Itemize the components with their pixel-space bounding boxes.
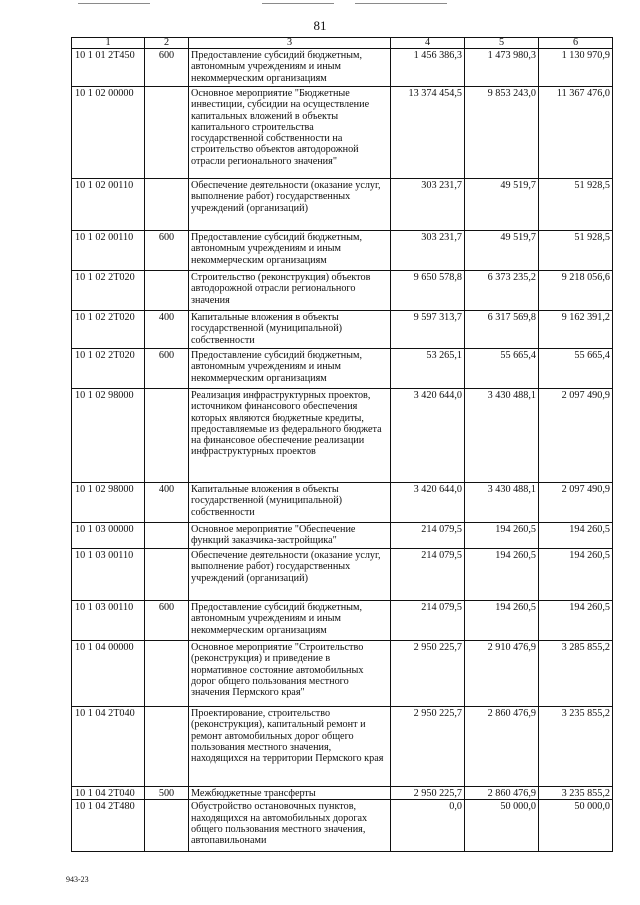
amount-col6-cell: 2 097 490,9 [539, 389, 613, 483]
amount-col4-cell: 2 950 225,7 [391, 787, 465, 800]
expense-type-cell: 600 [145, 349, 189, 389]
amount-col4-cell: 3 420 644,0 [391, 389, 465, 483]
column-header: 6 [539, 38, 613, 49]
item-name-cell: Основное мероприятие "Обеспечение функций заказчика-застройщика" [189, 523, 391, 549]
amount-col5-cell: 2 860 476,9 [465, 707, 539, 787]
amount-col4-cell: 303 231,7 [391, 179, 465, 231]
table-row [72, 49, 613, 87]
expense-type-cell [145, 179, 189, 231]
column-header: 5 [465, 38, 539, 49]
budget-code-cell: 10 1 03 00110 [72, 549, 145, 601]
table-row [72, 483, 613, 523]
budget-code-cell: 10 1 04 2Т040 [72, 787, 145, 800]
amount-col4-cell: 214 079,5 [391, 549, 465, 601]
budget-code-cell: 10 1 04 00000 [72, 641, 145, 707]
expense-type-cell: 500 [145, 787, 189, 800]
amount-col5-cell: 194 260,5 [465, 549, 539, 601]
amount-col5-cell: 194 260,5 [465, 601, 539, 641]
amount-col5-cell: 194 260,5 [465, 523, 539, 549]
table-row [72, 179, 613, 231]
item-name-cell: Капитальные вложения в объекты государственной (муниципальной) собственности [189, 311, 391, 349]
amount-col5-cell: 2 860 476,9 [465, 787, 539, 800]
amount-col4-cell: 1 456 386,3 [391, 49, 465, 87]
amount-col5-cell: 3 430 488,1 [465, 483, 539, 523]
budget-table [71, 37, 613, 852]
expense-type-cell [145, 389, 189, 483]
item-name-cell: Предоставление субсидий бюджетным, автономным учреждениям и иным некоммерческим организациям [189, 601, 391, 641]
amount-col4-cell: 2 950 225,7 [391, 707, 465, 787]
item-name-cell: Проектирование, строительство (реконструкция), капитальный ремонт и ремонт автомобильных дорог общего пользования местного значения, находящихся на территории Пермского края [189, 707, 391, 787]
amount-col4-cell: 214 079,5 [391, 523, 465, 549]
budget-code-cell: 10 1 03 00000 [72, 523, 145, 549]
item-name-cell: Предоставление субсидий бюджетным, автономным учреждениям и иным некоммерческим организациям [189, 49, 391, 87]
item-name-cell: Основное мероприятие "Бюджетные инвестиции, субсидии на осуществление капитальных вложений в объекты капитального строительства государственной собственности на строительство объектов автодорожной отрасли регионального значения" [189, 87, 391, 179]
amount-col6-cell: 3 235 855,2 [539, 787, 613, 800]
expense-type-cell [145, 641, 189, 707]
table-row [72, 231, 613, 271]
table-row [72, 389, 613, 483]
amount-col6-cell: 194 260,5 [539, 549, 613, 601]
amount-col5-cell: 1 473 980,3 [465, 49, 539, 87]
document-code: 943-23 [66, 875, 89, 884]
table-row [72, 523, 613, 549]
item-name-cell: Обеспечение деятельности (оказание услуг, выполнение работ) государственных учреждений (организаций) [189, 549, 391, 601]
amount-col4-cell: 303 231,7 [391, 231, 465, 271]
item-name-cell: Реализация инфраструктурных проектов, источником финансового обеспечения которых являются бюджетные кредиты, предоставляемые из федерального бюджета на финансовое обеспечение реализации инфраструктурных проектов [189, 389, 391, 483]
budget-code-cell: 10 1 02 2Т020 [72, 349, 145, 389]
table-row [72, 549, 613, 601]
expense-type-cell: 600 [145, 231, 189, 271]
table-row [72, 800, 613, 852]
amount-col5-cell: 9 853 243,0 [465, 87, 539, 179]
expense-type-cell: 400 [145, 483, 189, 523]
amount-col5-cell: 49 519,7 [465, 231, 539, 271]
amount-col4-cell: 3 420 644,0 [391, 483, 465, 523]
scan-top-marks [0, 0, 640, 8]
budget-code-cell: 10 1 02 2Т020 [72, 271, 145, 311]
amount-col6-cell: 2 097 490,9 [539, 483, 613, 523]
amount-col4-cell: 9 650 578,8 [391, 271, 465, 311]
table-row [72, 349, 613, 389]
expense-type-cell [145, 87, 189, 179]
expense-type-cell [145, 271, 189, 311]
amount-col5-cell: 2 910 476,9 [465, 641, 539, 707]
table-row [72, 271, 613, 311]
expense-type-cell [145, 707, 189, 787]
column-header: 4 [391, 38, 465, 49]
column-header: 2 [145, 38, 189, 49]
item-name-cell: Предоставление субсидий бюджетным, автономным учреждениям и иным некоммерческим организациям [189, 231, 391, 271]
budget-code-cell: 10 1 04 2Т480 [72, 800, 145, 852]
expense-type-cell [145, 523, 189, 549]
budget-code-cell: 10 1 04 2Т040 [72, 707, 145, 787]
budget-code-cell: 10 1 02 98000 [72, 389, 145, 483]
expense-type-cell: 400 [145, 311, 189, 349]
amount-col6-cell: 9 162 391,2 [539, 311, 613, 349]
amount-col4-cell: 13 374 454,5 [391, 87, 465, 179]
amount-col5-cell: 50 000,0 [465, 800, 539, 852]
budget-code-cell: 10 1 02 00000 [72, 87, 145, 179]
item-name-cell: Основное мероприятие "Строительство (реконструкция) и приведение в нормативное состояние автомобильных дорог общего пользования местного значения Пермского края" [189, 641, 391, 707]
amount-col4-cell: 2 950 225,7 [391, 641, 465, 707]
amount-col5-cell: 6 373 235,2 [465, 271, 539, 311]
amount-col6-cell: 3 235 855,2 [539, 707, 613, 787]
amount-col6-cell: 55 665,4 [539, 349, 613, 389]
item-name-cell: Капитальные вложения в объекты государственной (муниципальной) собственности [189, 483, 391, 523]
amount-col5-cell: 6 317 569,8 [465, 311, 539, 349]
amount-col6-cell: 194 260,5 [539, 523, 613, 549]
budget-code-cell: 10 1 02 00110 [72, 231, 145, 271]
table-row [72, 311, 613, 349]
amount-col6-cell: 194 260,5 [539, 601, 613, 641]
amount-col4-cell: 0,0 [391, 800, 465, 852]
amount-col6-cell: 3 285 855,2 [539, 641, 613, 707]
budget-code-cell: 10 1 03 00110 [72, 601, 145, 641]
amount-col4-cell: 214 079,5 [391, 601, 465, 641]
table-row [72, 707, 613, 787]
amount-col4-cell: 53 265,1 [391, 349, 465, 389]
amount-col5-cell: 3 430 488,1 [465, 389, 539, 483]
amount-col6-cell: 50 000,0 [539, 800, 613, 852]
table-row [72, 641, 613, 707]
expense-type-cell [145, 800, 189, 852]
amount-col6-cell: 51 928,5 [539, 231, 613, 271]
amount-col5-cell: 55 665,4 [465, 349, 539, 389]
budget-code-cell: 10 1 02 00110 [72, 179, 145, 231]
expense-type-cell: 600 [145, 49, 189, 87]
item-name-cell: Предоставление субсидий бюджетным, автономным учреждениям и иным некоммерческим организациям [189, 349, 391, 389]
column-header: 1 [72, 38, 145, 49]
expense-type-cell: 600 [145, 601, 189, 641]
column-header: 3 [189, 38, 391, 49]
amount-col6-cell: 51 928,5 [539, 179, 613, 231]
amount-col5-cell: 49 519,7 [465, 179, 539, 231]
item-name-cell: Обустройство остановочных пунктов, находящихся на автомобильных дорогах общего пользования местного значения, автопавильонами [189, 800, 391, 852]
table-row [72, 787, 613, 800]
budget-code-cell: 10 1 02 98000 [72, 483, 145, 523]
budget-code-cell: 10 1 01 2Т450 [72, 49, 145, 87]
budget-code-cell: 10 1 02 2Т020 [72, 311, 145, 349]
amount-col6-cell: 9 218 056,6 [539, 271, 613, 311]
amount-col4-cell: 9 597 313,7 [391, 311, 465, 349]
table-row [72, 87, 613, 179]
amount-col6-cell: 11 367 476,0 [539, 87, 613, 179]
item-name-cell: Обеспечение деятельности (оказание услуг, выполнение работ) государственных учреждений (организаций) [189, 179, 391, 231]
table-header-row [72, 38, 613, 49]
amount-col6-cell: 1 130 970,9 [539, 49, 613, 87]
table-row [72, 601, 613, 641]
item-name-cell: Межбюджетные трансферты [189, 787, 391, 800]
expense-type-cell [145, 549, 189, 601]
item-name-cell: Строительство (реконструкция) объектов автодорожной отрасли регионального значения [189, 271, 391, 311]
page-number: 81 [313, 18, 327, 33]
